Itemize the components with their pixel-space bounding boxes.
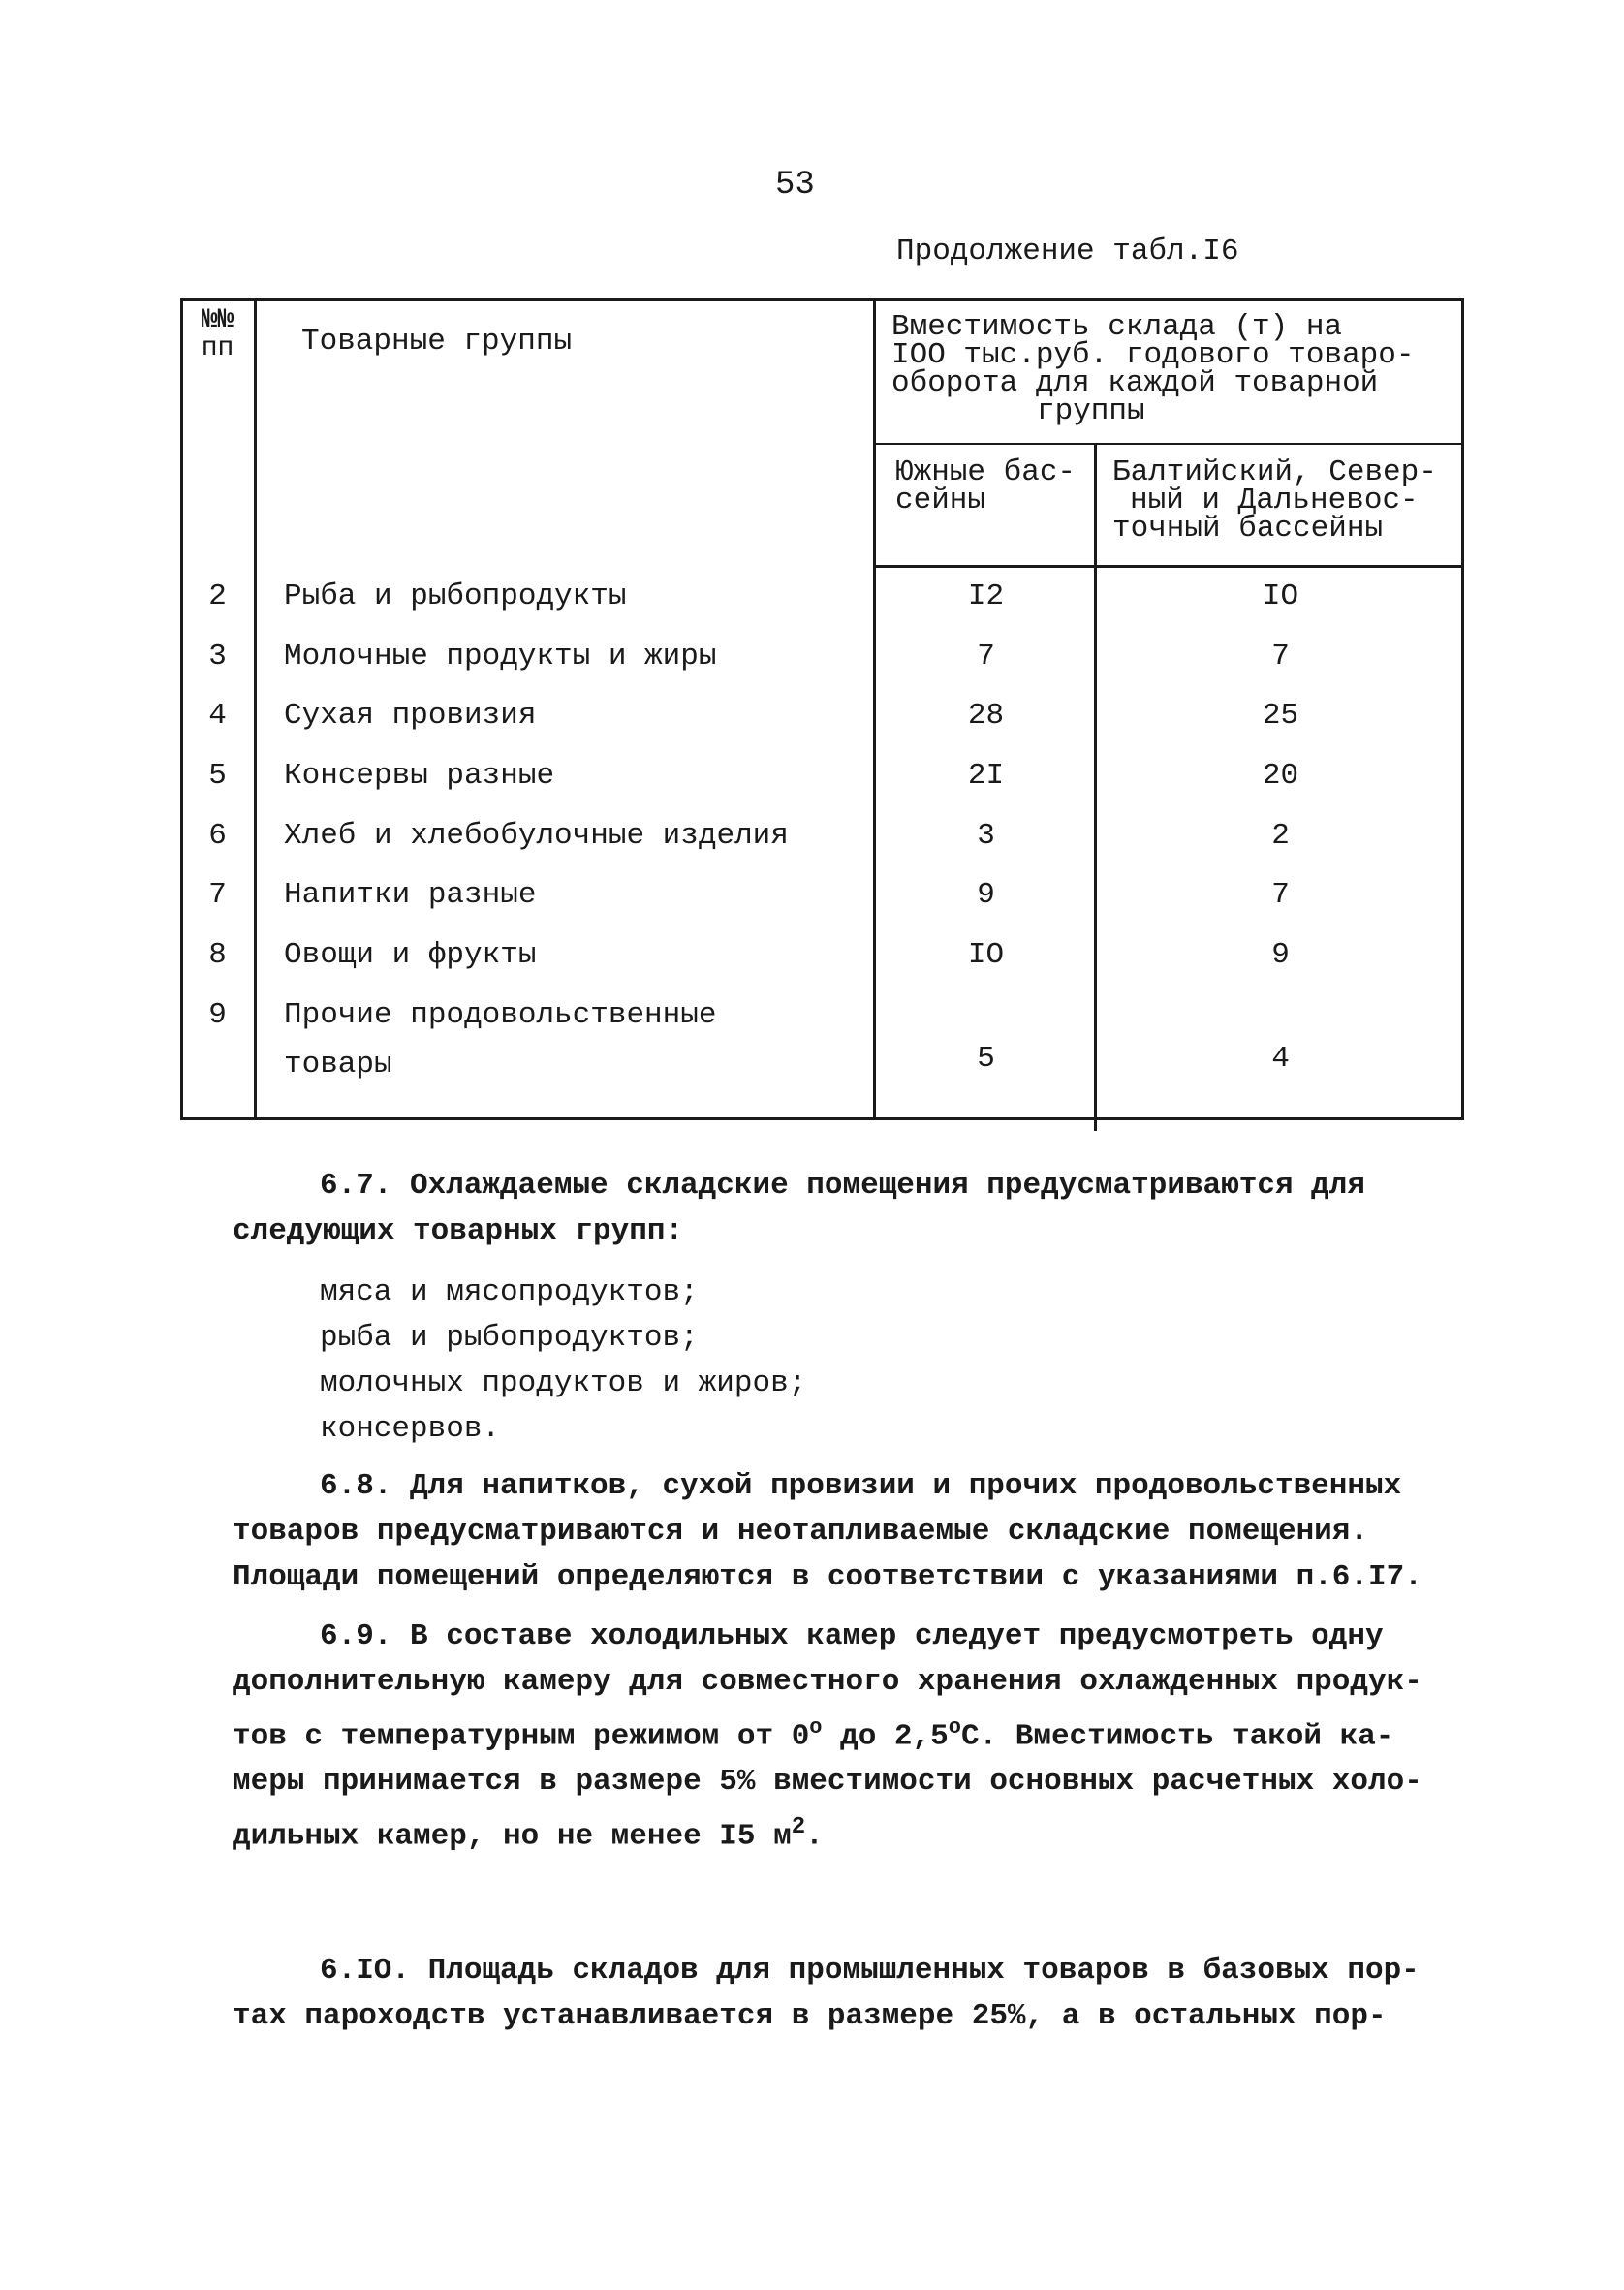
cooled-goods-list — [320, 1270, 806, 1452]
paragraph-text: . — [805, 1819, 824, 1854]
paragraph-line: Площади помещений определяются в соответствии с указаниями п.6.I7. — [233, 1560, 1422, 1594]
table-row — [180, 759, 1464, 819]
paragraph-line: 6.IO. Площадь складов для промышленных товаров в базовых пор- — [320, 1954, 1420, 1988]
row-south-value: IO — [967, 938, 1005, 972]
row-north-value: 25 — [1262, 699, 1299, 733]
paragraph-6-8 — [233, 1463, 1424, 1600]
row-group — [284, 998, 865, 1082]
num-col-header-line1: №№ — [201, 305, 234, 335]
row-num: 7 — [208, 878, 227, 912]
paragraph-6-10 — [233, 1948, 1424, 2039]
paragraph-text: до 2,5 — [822, 1719, 949, 1754]
table-16 — [180, 298, 1464, 1127]
paragraph-line: меры принимается в размере 5% вместимости основных расчетных холо- — [233, 1765, 1422, 1800]
table-row — [180, 580, 1464, 640]
list-item: консервов. — [320, 1412, 501, 1446]
row-south-value: 2I — [967, 759, 1005, 793]
capacity-subheader-border — [874, 443, 1464, 445]
row-num: 5 — [208, 759, 227, 793]
row-num: 3 — [208, 640, 227, 674]
paragraph-6-7 — [233, 1163, 1424, 1254]
capacity-header-line4: группы — [1037, 394, 1145, 428]
row-north-value: IO — [1262, 580, 1299, 613]
row-south-value: 7 — [977, 640, 995, 674]
paragraph-line: товаров предусматриваются и неотапливаемые складские помещения. — [233, 1515, 1368, 1549]
row-group: Напитки разные — [284, 878, 537, 912]
north-header-line3: точный бассейны — [1112, 512, 1384, 546]
north-header-line2: ный и Дальневос- — [1130, 484, 1419, 518]
row-group: Консервы разные — [284, 759, 555, 793]
paragraph-line: 6.8. Для напитков, сухой провизии и прочих продовольственных — [320, 1469, 1402, 1503]
row-north-value: 7 — [1271, 878, 1290, 912]
row-south-value: 9 — [977, 878, 995, 912]
table-row — [180, 699, 1464, 759]
degree-sign: о — [948, 1715, 961, 1740]
paragraph-line: 6.9. В составе холодильных камер следует предусмотреть одну — [320, 1619, 1384, 1653]
degree-sign: о — [809, 1715, 823, 1740]
table-row — [180, 938, 1464, 998]
capacity-col-header — [891, 310, 1453, 428]
capacity-header-line3: оборота для каждой товарной — [891, 366, 1379, 400]
row-num: 9 — [208, 998, 227, 1032]
row-south-value: 3 — [977, 819, 995, 853]
row-num: 8 — [208, 938, 227, 972]
row-north-value: 2 — [1271, 819, 1290, 853]
header-bottom-border — [874, 565, 1464, 568]
capacity-header-line2: IOO тыс.руб. годового товаро- — [891, 338, 1415, 372]
row-south-value: I2 — [967, 580, 1005, 613]
row-group: Хлеб и хлебобулочные изделия — [284, 819, 789, 853]
square-superscript: 2 — [791, 1814, 806, 1841]
south-header-line1: Южные бас- — [895, 455, 1077, 489]
table-top-border — [180, 298, 1464, 301]
paragraph-line: тах пароходств устанавливается в размере 25%, а в остальных пор- — [233, 1999, 1387, 2033]
paragraph-line: следующих товарных групп: — [233, 1214, 684, 1248]
capacity-header-line1: Вместимость склада (т) на — [891, 310, 1343, 344]
row-north-value: 9 — [1271, 938, 1290, 972]
table-row — [180, 998, 1464, 1105]
row-num: 4 — [208, 699, 227, 733]
table-bottom-border — [180, 1117, 1464, 1120]
paragraph-line — [233, 1705, 1424, 1759]
paragraph-text: дильных камер, но не менее I5 м — [233, 1819, 792, 1854]
row-num: 2 — [208, 580, 227, 613]
row-group: Молочные продукты и жиры — [284, 640, 717, 674]
paragraph-text: С. Вместимость такой ка- — [960, 1719, 1394, 1754]
group-col-header: Товарные группы — [301, 325, 573, 359]
table-row — [180, 640, 1464, 700]
list-item: мяса и мясопродуктов; — [320, 1275, 699, 1309]
row-north-value: 4 — [1271, 1042, 1290, 1076]
row-num: 6 — [208, 819, 227, 853]
list-item: рыба и рыбопродуктов; — [320, 1321, 699, 1355]
table-caption: Продолжение табл.I6 — [896, 235, 1239, 268]
num-col-header-line2: пп — [201, 333, 234, 363]
row-north-value: 20 — [1262, 759, 1299, 793]
south-col-header — [895, 455, 1077, 518]
page-number: 53 — [775, 167, 815, 204]
num-col-header — [180, 306, 255, 362]
row-south-value: 28 — [967, 699, 1005, 733]
row-group: Овощи и фрукты — [284, 938, 537, 972]
north-col-header — [1112, 455, 1437, 546]
paragraph-line — [233, 1804, 1424, 1859]
north-header-line1: Балтийский, Север- — [1112, 455, 1437, 489]
row-group-line2: товары — [284, 1048, 392, 1082]
paragraph-line: 6.7. Охлаждаемые складские помещения предусматриваются для — [320, 1169, 1365, 1203]
south-header-line2: сейны — [895, 484, 986, 518]
row-north-value: 7 — [1271, 640, 1290, 674]
table-row — [180, 878, 1464, 938]
table-row — [180, 819, 1464, 879]
row-group-line1: Прочие продовольственные — [284, 998, 717, 1032]
list-item: молочных продуктов и жиров; — [320, 1366, 807, 1400]
paragraph-6-9 — [233, 1614, 1424, 1860]
paragraph-line: дополнительную камеру для совместного хранения охлажденных продук- — [233, 1665, 1422, 1699]
row-group: Рыба и рыбопродукты — [284, 580, 627, 613]
row-group: Сухая провизия — [284, 699, 537, 733]
paragraph-text: тов с температурным режимом от 0 — [233, 1719, 810, 1754]
row-south-value: 5 — [977, 1042, 995, 1076]
